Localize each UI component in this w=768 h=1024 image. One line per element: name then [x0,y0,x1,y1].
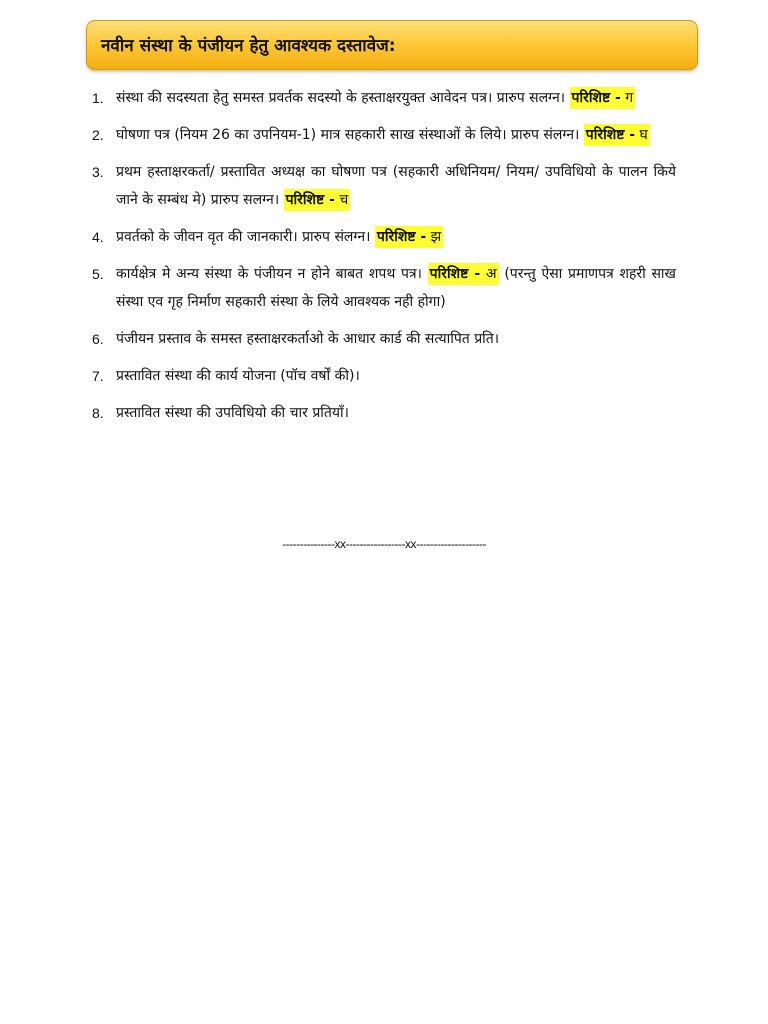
item-number: 6. [92,331,104,347]
list-item-1 [86,84,676,112]
end-of-document-divider: ---------------xx-----------------xx-------------------- [282,537,486,551]
list-item-4 [86,223,676,251]
item-number: 5. [92,266,104,282]
appendix-tag [375,226,443,248]
title-banner [86,20,698,70]
appendix-tag [284,189,351,211]
appendix-tag-letter: अ [480,266,497,282]
appendix-tag-label: परिशिष्ट - [285,192,335,208]
appendix-tag-letter: ग [620,90,634,106]
list-item-8 [86,399,676,427]
item-text: प्रस्तावित संस्था की कार्य योजना (पॉच वर्षों की)। [116,368,360,384]
item-text: घोषणा पत्र (नियम 26 का उपनियम-1) मात्र सहकारी साख संस्थाओं के लिये। प्रारुप संलग्न। [116,127,580,143]
appendix-tag-label: परिशिष्ट - [429,266,481,282]
item-number: 3. [92,164,104,180]
list-item-5 [86,260,676,316]
list-item-3 [86,158,676,214]
item-text: प्रवर्तको के जीवन वृत की जानकारी। प्रारुप संलग्न। [116,229,371,245]
item-number: 4. [92,229,104,245]
appendix-tag-letter: च [334,192,349,208]
appendix-tag-letter: झ [426,229,442,245]
item-number: 1. [92,90,104,106]
list-item-2 [86,121,676,149]
appendix-tag-label: परिशिष्ट - [571,90,621,106]
list-item-7 [86,362,676,390]
list-item-6 [86,325,676,353]
appendix-tag-letter: घ [635,127,648,143]
appendix-tag [584,124,650,146]
item-number: 7. [92,368,104,384]
appendix-tag-label: परिशिष्ट - [376,229,427,245]
item-text: संस्था की सदस्यता हेतु समस्त प्रवर्तक सदस्यो के हस्ताक्षरयुक्त आवेदन पत्र। प्रारुप सलग्न। [116,90,566,106]
document-title: नवीन संस्था के पंजीयन हेतु आवश्यक दस्तावेज: [101,36,396,56]
appendix-tag [428,263,499,285]
item-text: प्रस्तावित संस्था की उपविधियो की चार प्रतियाँ। [116,405,349,421]
item-text: प्रथम हस्ताक्षरकर्ता/ प्रस्तावित अध्यक्ष का घोषणा पत्र (सहकारी अधिनियम/ नियम/ उपविधियो के पालन किये जाने के सम्बंध मे) प्रारुप सलग्न। [116,164,676,208]
document-list [86,84,676,436]
item-text: कार्यक्षेत्र मे अन्य संस्था के पंजीयन न होने बाबत शपथ पत्र। [116,266,422,282]
item-note: (परन्तु ऐसा प्रमाणपत्र शहरी साख संस्था एव गृह निर्माण सहकारी संस्था के लिये आवश्यक नही होगा) [116,266,677,310]
appendix-tag [570,87,636,109]
item-number: 8. [92,405,104,421]
item-text: पंजीयन प्रस्ताव के समस्त हस्ताक्षरकर्ताओ के आधार कार्ड की सत्यापित प्रति। [116,331,500,347]
item-number: 2. [92,127,104,143]
appendix-tag-label: परिशिष्ट - [585,127,636,143]
